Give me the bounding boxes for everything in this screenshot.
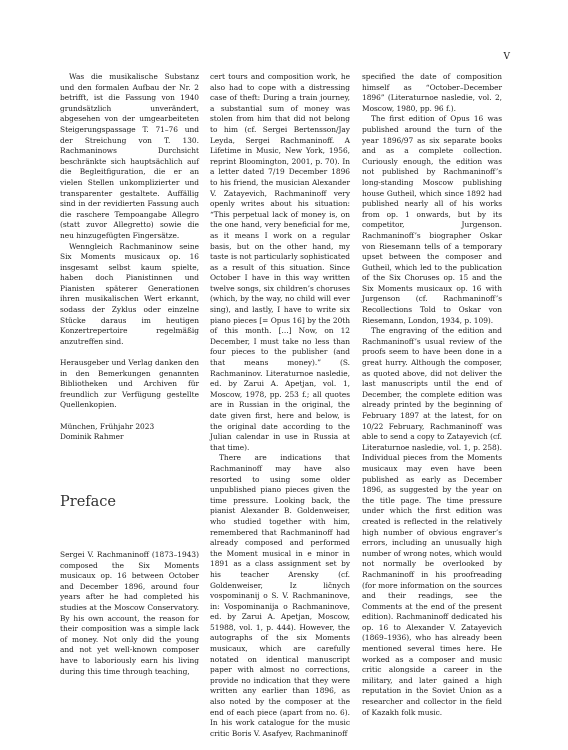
preface-heading: Preface bbox=[60, 494, 116, 510]
author-name: Dominik Rahmer bbox=[60, 432, 124, 442]
col2-paragraph-1: cert tours and composition work, he also had to cope with a distressing case of theft: During a train journey, a substantial sum of money was stolen from him that did not belong to him (cf. Sergei Bertensson/Jay Leyda, Sergei Rachmaninoff. A Lifetime in Music, New York, 1956, reprint Bloomington, 2001, p. 70). In a letter dated 7/19 December 1896 to his friend, the musician Alexander V. Zatayevich, Rachmaninoff very openly writes about his situation: “This perpetual lack of money is, on the one hand, very beneficial for me, as it means I work on a regular basis, but on the other hand, my taste is not particularly sophisticated as a result of this situation. Since October I have in this way written twelve songs, six children’s choruses (which, by the way, no child will ever sing), and lastly, I have to write six piano pieces [= Opus 16] by the 20th of this month. […] Now, on 12 December, I must take no less than four pieces to the publisher (and that means money).” (S. Rachmaninov. Literaturnoe nasledie, ed. by Zarui A. Apetjan, vol. 1, Moscow, 1978, pp. 253 f.; all quotes are in Russian in the original, the date given first, here and below, is the original date according to the Julian calendar in use in Russia at that time). bbox=[210, 72, 350, 452]
german-paragraph-1: Was die musikalische Substanz und den formalen Aufbau der Nr. 2 betrifft, ist die Fassung von 1940 grundsätzlich unverändert, abgesehen von der umgearbeiteten Steigerungspassage T. 71–76 und der Streichung von T. 130. Rachmaninows Durchsicht beschränkte sich hauptsächlich auf die Begleitfiguration, die er an vielen Stellen unkomplizierter und transparenter gestaltete. Auffällig sind in der revidierten Fassung auch die raschere Tempoangabe Allegro (statt zuvor Allegretto) sowie die neu hinzugefügten Fingersätze. bbox=[60, 72, 199, 240]
preface-column-2 bbox=[210, 72, 350, 739]
col3-paragraph-2: The first edition of Opus 16 was published around the turn of the year 1896/97 as six separate books and as a complete collection. Curiously enough, the edition was not published by Rachmaninoff’s long-standing Moscow publishing house Gutheil, which since 1892 had published nearly all of his works from op. 1 onwards, but by its competitor, Jurgenson. Rachmaninoff’s biographer Oskar von Riesemann tells of a temporary upset between the composer and Gutheil, which led to the publication of the Six Choruses op. 15 and the Six Moments musicaux op. 16 with Jurgenson (cf. Rachmaninoff’s Recollections Told to Oskar von Riesemann, London, 1934, p. 109). bbox=[362, 114, 502, 325]
preface-column-3 bbox=[362, 72, 502, 718]
german-acknowledgement: Herausgeber und Verlag danken den in den Bemerkungen genannten Bibliotheken und Archiven für freundlich zur Verfügung gestellte Quellenkopien. bbox=[60, 358, 199, 410]
page-number: V bbox=[503, 52, 510, 62]
col3-paragraph-3: The engraving of the edition and Rachmaninoff’s usual review of the proofs seem to have been done in a great hurry. Although the composer, as quoted above, did not deliver the last manuscripts until the end of December, the complete edition was already printed by the beginning of February 1897 at the latest, for on 10/22 February, Rachmaninoff was able to send a copy to Zatayevich (cf. Literaturnoe nasledie, vol. 1, p. 258). Individual pieces from the Moments musicaux may even have been published as early as December 1896, as suggested by the year on the title page. The time pressure under which the first edition was created is reflected in the relatively high number of obvious engraver’s errors, including an unusually high number of wrong notes, which would not normally be overlooked by Rachmaninoff in his proofreading (for more information on the sources and their readings, see the Comments at the end of the present edition). Rachmaninoff dedicated his op. 16 to Alexander V. Zatayevich (1869–1936), who has already been mentioned several times here. He worked as a composer and music critic alongside a career in the military, and later gained a high reputation in the Soviet Union as a researcher and collector in the field of Kazakh folk music. bbox=[362, 326, 502, 717]
col2-paragraph-2: There are indications that Rachmaninoff may have also resorted to using some older unpublished piano pieces given the time pressure. Looking back, the pianist Alexander B. Goldenweiser, who studied together with him, remembered that Rachmaninoff had already composed and performed the Moment musical in e minor in 1891 as a class assignment set by his teacher Arensky (cf. Goldenweiser, Iz ličnych vospominanij o S. V. Rachmaninove, in: Vospominanija o Rachmaninove, ed. by Zarui A. Apetjan, Moscow, 51988, vol. 1, p. 444). However, the autographs of the six Moments musicaux, which are carefully notated on identical manuscript paper with almost no corrections, provide no indication that they were written any earlier than 1896, as also noted by the composer at the end of each piece (apart from no. 6). In his work catalogue for the music critic Boris V. Asafyev, Rachmaninoff bbox=[210, 453, 350, 738]
german-paragraph-2: Wenngleich Rachmaninow seine Six Moments musicaux op. 16 insgesamt selbst kaum spielte, haben doch Pianistinnen und Pianisten späterer Generationen ihren musikalischen Wert erkannt, sodass der Zyklus oder einzelne Stücke daraus im heutigen Konzertrepertoire regelmäßig anzutreffen sind. bbox=[60, 241, 199, 346]
place-date: München, Frühjahr 2023 bbox=[60, 421, 155, 431]
german-preface-column bbox=[60, 72, 199, 443]
preface-intro-paragraph: Sergei V. Rachmaninoff (1873–1943) composed the Six Moments musicaux op. 16 between October and December 1896, around four years after he had completed his studies at the Moscow Conservatory. By his own account, the reason for their composition was a simple lack of money. Not only did the young and not yet well-known composer have to laboriously earn his living during this time through teaching, bbox=[60, 550, 199, 676]
col3-paragraph-1: specified the date of composition himself as “October–December 1896” (Literaturnoe nasledie, vol. 2, Moscow, 1980, pp. 96 f.). bbox=[362, 72, 502, 113]
